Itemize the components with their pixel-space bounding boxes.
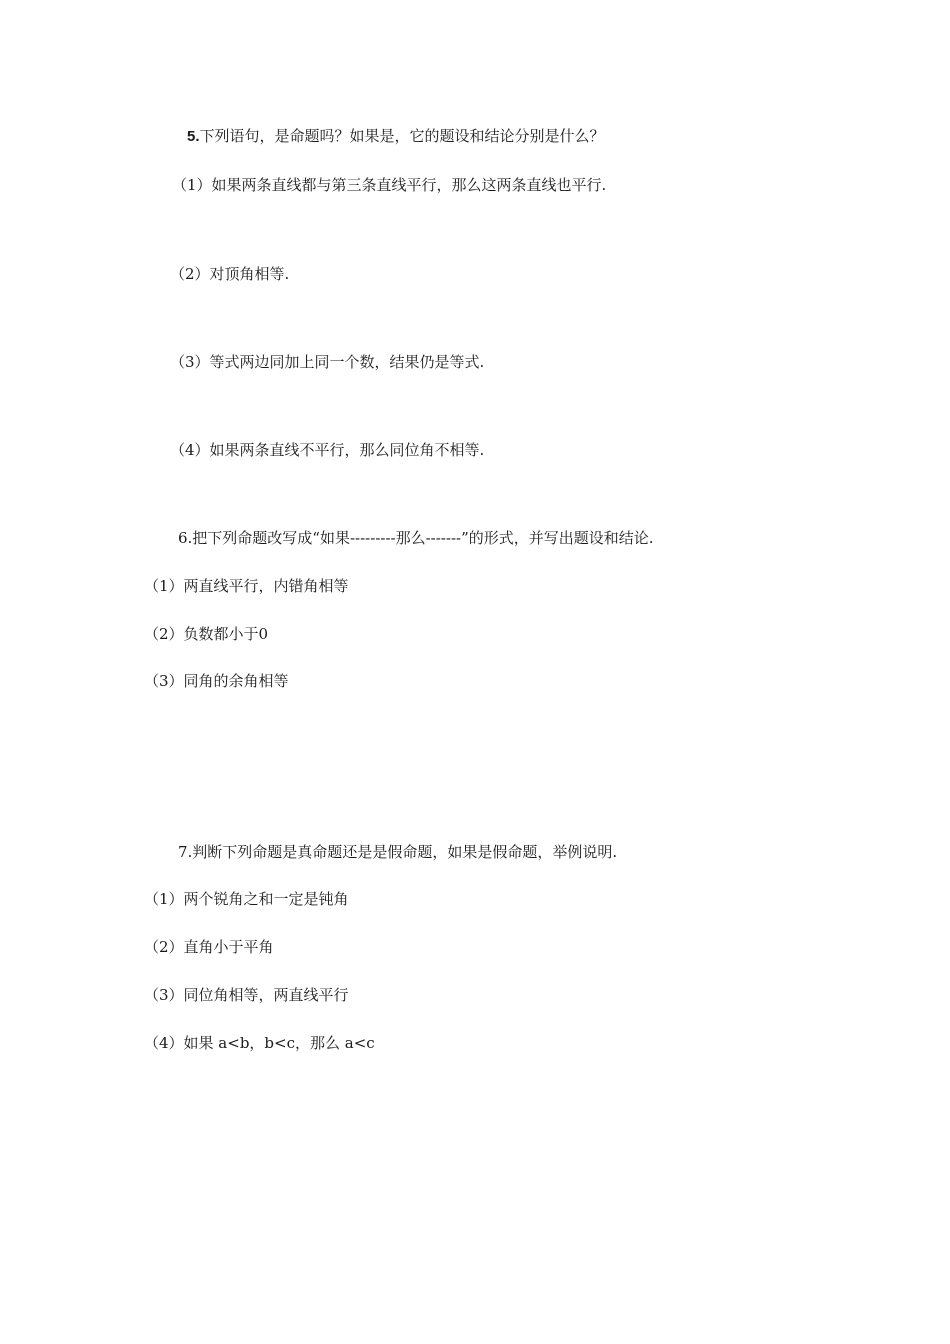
question-5-item-4: （4）如果两条直线不平行，那么同位角不相等. (170, 441, 485, 459)
question-5-number: 5. (187, 128, 200, 145)
question-7-item-1: （1）两个锐角之和一定是钝角 (144, 890, 349, 908)
question-7-item-4: （4）如果 a<b，b<c，那么 a<c (144, 1034, 375, 1052)
question-6-title: 6.把下列命题改写成“如果---------那么-------”的形式，并写出题设和结论. (178, 529, 654, 547)
question-5-item-1: （1）如果两条直线都与第三条直线平行，那么这两条直线也平行. (172, 176, 607, 194)
question-5-item-3: （3）等式两边同加上同一个数，结果仍是等式. (170, 353, 485, 371)
question-5-text: 下列语句，是命题吗？如果是，它的题设和结论分别是什么？ (199, 127, 605, 145)
question-6-item-1: （1）两直线平行，内错角相等 (144, 577, 349, 595)
question-7-title: 7.判断下列命题是真命题还是是假命题，如果是假命题，举例说明. (178, 843, 618, 861)
question-7-item-3: （3）同位角相等，两直线平行 (144, 986, 349, 1004)
question-7-item-2: （2）直角小于平角 (144, 938, 274, 956)
question-6-item-3: （3）同角的余角相等 (144, 672, 289, 690)
question-5-item-2: （2）对顶角相等. (170, 265, 290, 283)
question-5-title (187, 126, 605, 147)
question-6-item-2: （2）负数都小于0 (144, 625, 269, 643)
